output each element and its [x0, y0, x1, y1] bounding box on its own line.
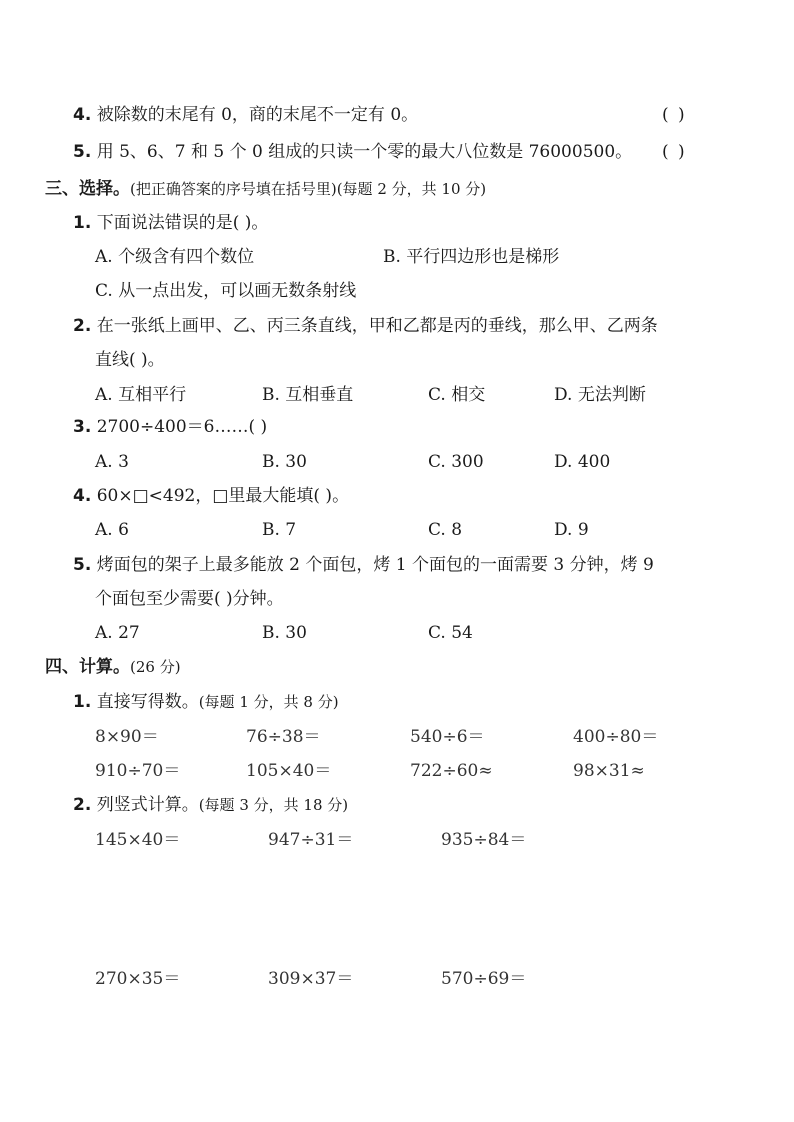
calc-expression: 722÷60≈	[410, 761, 493, 781]
calc-expression: 145×40＝	[95, 830, 181, 850]
option-b: B. 互相垂直	[262, 385, 354, 405]
item-text: 被除数的末尾有 0，商的末尾不一定有 0。	[96, 105, 419, 125]
section-note: (把正确答案的序号填在括号里)(每题 2 分，共 10 分)	[130, 180, 487, 198]
calc-expression: 570÷69＝	[441, 969, 527, 989]
item-note: (每题 3 分，共 18 分)	[198, 796, 349, 814]
item-text: 在一张纸上画甲、乙、丙三条直线，甲和乙都是丙的垂线，那么甲、乙两条	[96, 316, 658, 336]
section-3-heading	[45, 177, 486, 201]
item-note: (每题 1 分，共 8 分)	[198, 693, 339, 711]
item-text: 列竖式计算。	[96, 795, 199, 815]
item-text: 60×□<492，□里最大能填( )。	[96, 486, 350, 506]
calc-expression: 947÷31＝	[268, 830, 354, 850]
option-a: A. 3	[95, 452, 129, 472]
item-text: 用 5、6、7 和 5 个 0 组成的只读一个零的最大八位数是 76000500。	[96, 142, 633, 162]
choice-q3	[73, 415, 267, 439]
calc-part-2-heading	[73, 793, 348, 817]
item-text-cont: 直线( )。	[95, 350, 165, 370]
option-b: B. 30	[262, 623, 307, 643]
option-b: B. 30	[262, 452, 307, 472]
item-text: 下面说法错误的是( )。	[96, 213, 269, 233]
item-number: 1.	[73, 213, 92, 233]
option-b: B. 平行四边形也是梯形	[383, 247, 560, 267]
item-number: 4.	[73, 486, 92, 506]
calc-expression: 910÷70＝	[95, 761, 181, 781]
answer-paren[interactable]: ( )	[662, 142, 687, 162]
item-text-cont: 个面包至少需要( )分钟。	[95, 589, 284, 609]
choice-q1	[73, 211, 268, 235]
option-c: C. 54	[428, 623, 473, 643]
option-d: D. 400	[554, 452, 611, 472]
calc-expression: 105×40＝	[246, 761, 332, 781]
calc-expression: 935÷84＝	[441, 830, 527, 850]
option-a: A. 6	[95, 520, 129, 540]
calc-expression: 76÷38＝	[246, 727, 321, 747]
calc-expression: 8×90＝	[95, 727, 159, 747]
item-number: 3.	[73, 417, 92, 437]
section-title: 四、计算。	[45, 657, 130, 677]
option-a: A. 个级含有四个数位	[95, 247, 255, 267]
option-c: C. 从一点出发，可以画无数条射线	[95, 281, 357, 301]
option-d: D. 无法判断	[554, 385, 646, 405]
calc-expression: 540÷6＝	[410, 727, 485, 747]
item-number: 5.	[73, 555, 92, 575]
item-number: 4.	[73, 105, 92, 125]
section-note: (26 分)	[130, 658, 181, 676]
section-title: 三、选择。	[45, 179, 130, 199]
choice-q5	[73, 553, 654, 577]
item-text: 烤面包的架子上最多能放 2 个面包，烤 1 个面包的一面需要 3 分钟，烤 9	[96, 555, 654, 575]
judge-item-4	[73, 103, 418, 127]
answer-paren[interactable]: ( )	[662, 105, 687, 125]
choice-q2	[73, 314, 658, 338]
calc-expression: 98×31≈	[573, 761, 645, 781]
item-number: 5.	[73, 142, 92, 162]
item-text: 2700÷400＝6……( )	[96, 417, 268, 437]
calc-expression: 309×37＝	[268, 969, 354, 989]
calc-part-1-heading	[73, 690, 339, 714]
item-text: 直接写得数。	[96, 692, 199, 712]
item-number: 1.	[73, 692, 92, 712]
item-number: 2.	[73, 316, 92, 336]
choice-q4	[73, 484, 349, 508]
item-number: 2.	[73, 795, 92, 815]
option-c: C. 300	[428, 452, 484, 472]
option-b: B. 7	[262, 520, 297, 540]
judge-item-5	[73, 140, 632, 164]
calc-expression: 270×35＝	[95, 969, 181, 989]
option-c: C. 相交	[428, 385, 486, 405]
section-4-heading	[45, 655, 181, 679]
option-a: A. 27	[95, 623, 140, 643]
option-d: D. 9	[554, 520, 589, 540]
option-a: A. 互相平行	[95, 385, 187, 405]
option-c: C. 8	[428, 520, 463, 540]
calc-expression: 400÷80＝	[573, 727, 659, 747]
